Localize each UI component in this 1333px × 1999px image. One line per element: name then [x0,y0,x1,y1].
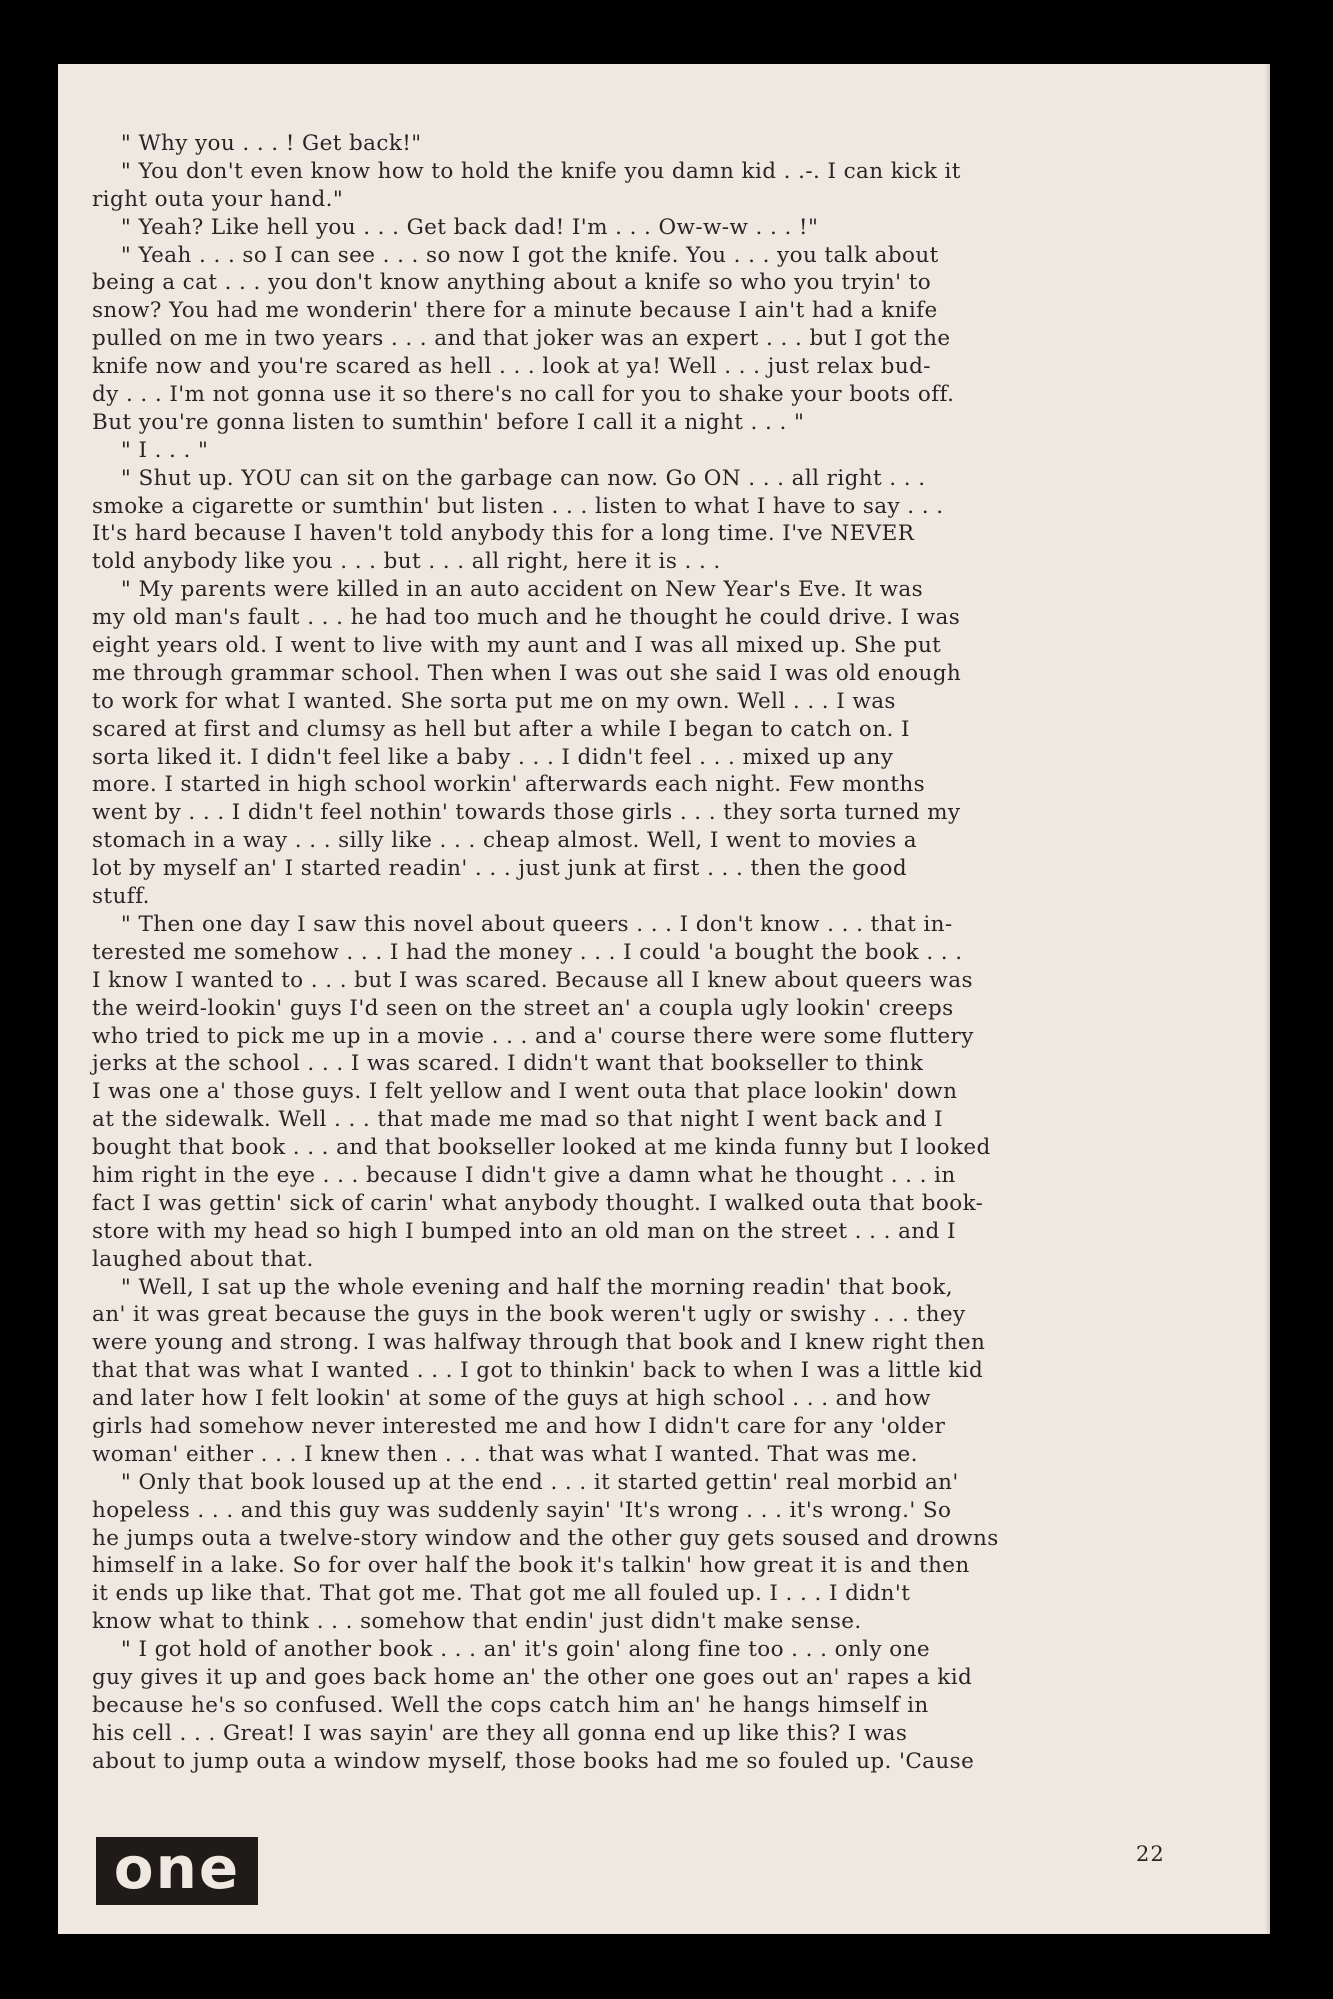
text-line: But you're gonna listen to sumthin' before I call it a night . . . " [92,409,805,435]
text-line: eight years old. I went to live with my aunt and I was all mixed up. She put [92,633,942,659]
text-line: knife now and you're scared as hell . . . look at ya! Well . . . just relax bud- [92,354,931,380]
text-line: who tried to pick me up in a movie . . . and a' course there were some fluttery [92,1023,974,1049]
text-line: went by . . . I didn't feel nothin' towards those girls . . . they sorta turned my [92,800,961,826]
text-line: that that was what I wanted . . . I got to thinkin' back to when I was a little kid [92,1358,984,1384]
text-line: lot by myself an' I started readin' . . . just junk at first . . . then the good [92,856,908,882]
text-line: " My parents were killed in an auto accident on New Year's Eve. It was [92,577,924,603]
text-line: " Well, I sat up the whole evening and half the morning readin' that book, [92,1274,954,1300]
text-line: " I . . . " [92,437,209,463]
text-line: sorta liked it. I didn't feel like a baby . . . I didn't feel . . . mixed up any [92,744,894,770]
text-line: dy . . . I'm not gonna use it so there's no call for you to shake your boots off. [92,382,955,408]
text-line: It's hard because I haven't told anybody this for a long time. I've NEVER [92,521,915,547]
text-line: me through grammar school. Then when I was out she said I was old enough [92,660,962,686]
text-line: the weird-lookin' guys I'd seen on the street an' a coupla ugly lookin' creeps [92,995,954,1021]
text-line: because he's so confused. Well the cops catch him an' he hangs himself in [92,1692,929,1718]
text-line: jerks at the school . . . I was scared. I didn't want that bookseller to think [92,1051,924,1077]
text-line: hopeless . . . and this guy was suddenly sayin' 'It's wrong . . . it's wrong.' So [92,1497,952,1523]
text-line: fact I was gettin' sick of carin' what anybody thought. I walked outa that book- [92,1190,984,1216]
text-line: bought that book . . . and that bookseller looked at me kinda funny but I looked [92,1135,991,1161]
story-text [92,130,1220,1776]
magazine-logo [96,1834,258,1905]
text-line: " Only that book loused up at the end . . . it started gettin' real morbid an' [92,1469,959,1495]
logo-text: one [113,1834,241,1902]
text-line: " I got hold of another book . . . an' it's goin' along fine too . . . only one [92,1637,930,1663]
text-line: " Yeah . . . so I can see . . . so now I got the knife. You . . . you talk about [92,242,939,268]
text-line: I know I wanted to . . . but I was scared. Because all I knew about queers was [92,967,973,993]
text-line: right outa your hand." [92,186,344,212]
text-line: " Then one day I saw this novel about queers . . . I don't know . . . that in- [92,911,953,937]
text-line: about to jump outa a window myself, those books had me so fouled up. 'Cause [92,1748,975,1774]
text-line: my old man's fault . . . he had too much and he thought he could drive. I was [92,605,961,631]
text-line: his cell . . . Great! I was sayin' are they all gonna end up like this? I was [92,1720,908,1746]
text-line: an' it was great because the guys in the book weren't ugly or swishy . . . they [92,1302,966,1328]
text-line: stomach in a way . . . silly like . . . cheap almost. Well, I went to movies a [92,828,917,854]
text-line: to work for what I wanted. She sorta put me on my own. Well . . . I was [92,688,896,714]
text-line: store with my head so high I bumped into an old man on the street . . . and I [92,1218,956,1244]
page-number: 22 [1136,1842,1165,1866]
text-line: scared at first and clumsy as hell but after a while I began to catch on. I [92,716,910,742]
text-line: " Shut up. YOU can sit on the garbage can now. Go ON . . . all right . . . [92,465,926,491]
text-line: stuff. [92,884,150,910]
text-line: he jumps outa a twelve-story window and the other guy gets soused and drowns [92,1525,999,1551]
text-line: girls had somehow never interested me and how I didn't care for any 'older [92,1413,946,1439]
magazine-page [58,64,1270,1934]
text-line: were young and strong. I was halfway through that book and I knew right then [92,1330,986,1356]
text-line: snow? You had me wonderin' there for a minute because I ain't had a knife [92,298,938,324]
text-line: guy gives it up and goes back home an' the other one goes out an' rapes a kid [92,1664,973,1690]
text-line: pulled on me in two years . . . and that joker was an expert . . . but I got the [92,326,951,352]
text-line: I was one a' those guys. I felt yellow and I went outa that place lookin' down [92,1079,958,1105]
text-line: " You don't even know how to hold the knife you damn kid . .-. I can kick it [92,158,961,184]
text-line: know what to think . . . somehow that endin' just didn't make sense. [92,1609,862,1635]
text-line: and later how I felt lookin' at some of the guys at high school . . . and how [92,1386,931,1412]
text-line: being a cat . . . you don't know anything about a knife so who you tryin' to [92,270,932,296]
text-line: himself in a lake. So for over half the book it's talkin' how great it is and then [92,1553,970,1579]
text-line: more. I started in high school workin' afterwards each night. Few months [92,772,926,798]
text-line: " Yeah? Like hell you . . . Get back dad! I'm . . . Ow-w-w . . . !" [92,214,819,240]
text-line: smoke a cigarette or sumthin' but listen . . . listen to what I have to say . . . [92,493,944,519]
text-line: " Why you . . . ! Get back!" [92,131,422,156]
text-line: at the sidewalk. Well . . . that made me mad so that night I went back and I [92,1107,944,1133]
text-line: terested me somehow . . . I had the money . . . I could 'a bought the book . . . [92,939,963,965]
text-line: woman' either . . . I knew then . . . that was what I wanted. That was me. [92,1441,918,1467]
text-line: it ends up like that. That got me. That got me all fouled up. I . . . I didn't [92,1581,911,1607]
text-line: laughed about that. [92,1246,314,1272]
text-line: him right in the eye . . . because I didn't give a damn what he thought . . . in [92,1162,956,1188]
text-line: told anybody like you . . . but . . . all right, here it is . . . [92,549,721,575]
